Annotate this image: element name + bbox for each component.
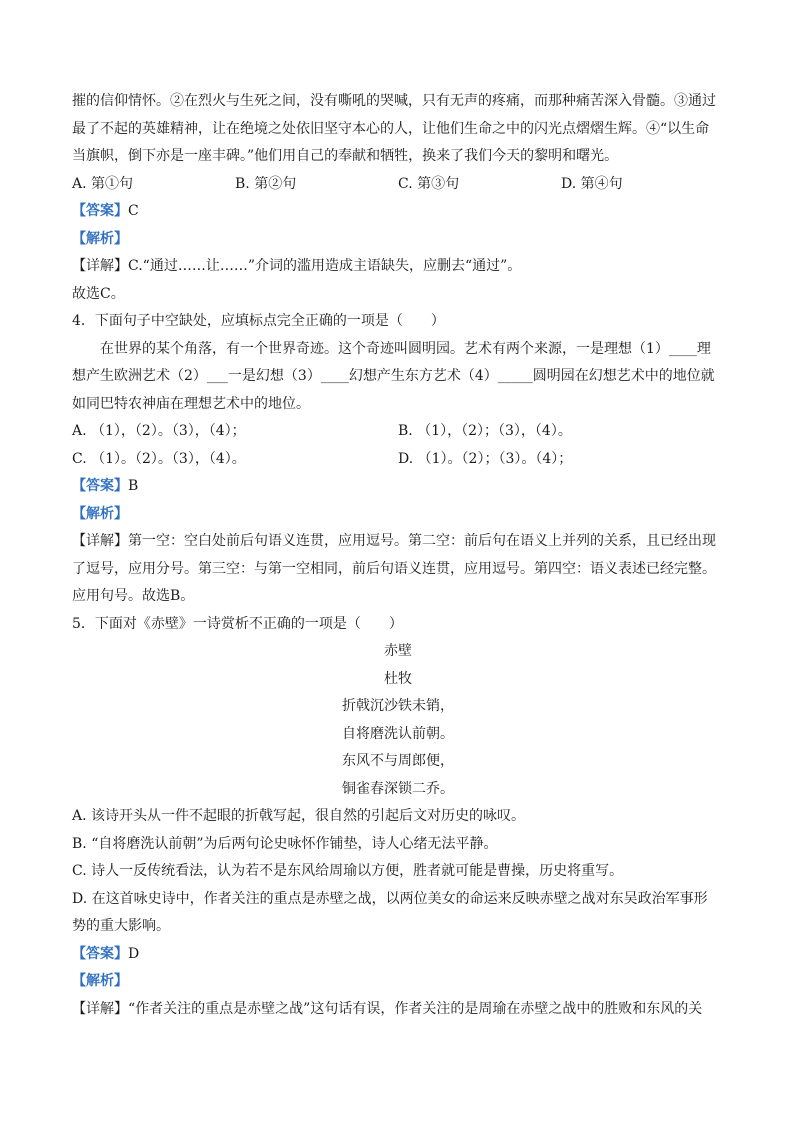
q3-answer-value: C (128, 203, 139, 219)
q3-detail (72, 253, 724, 281)
q5-option-a: A. 该诗开头从一件不起眼的折戟写起，很自然的引起后文对历史的咏叹。 (72, 808, 526, 824)
poem-author: 杜牧 (384, 670, 412, 687)
q4-detail-line-3: 应用句号。故选B。 (72, 588, 195, 604)
detail-tag: 【详解】 (72, 258, 128, 274)
q5-option-d-cont: 势的重大影响。 (72, 918, 170, 934)
q3-passage-line-3: 当旗帜，倒下亦是一座丰碑。”他们用自己的奉献和牺牲，换来了我们今天的黎明和曙光。 (72, 148, 619, 164)
q4-option-c: C. （1）。（2）。（3），（4）。 (72, 450, 246, 467)
q4-option-b: B. （1），（2）；（3），（4）。 (398, 423, 572, 439)
q4-options-row-1 (72, 418, 724, 446)
detail-tag: 【详解】 (72, 1000, 128, 1017)
answer-tag: 【答案】 (72, 945, 128, 962)
poem-line-1: 折戟沉沙铁未销， (342, 698, 454, 714)
detail-tag: 【详解】 (72, 533, 128, 549)
q5-option-c: C. 诗人一反传统看法，认为若不是东风给周瑜以方便，胜者就可能是曹操，历史将重写。 (72, 863, 624, 879)
analysis-tag: 【解析】 (72, 505, 128, 522)
q3-analysis (72, 226, 724, 254)
q4-detail-line-2: 了逗号，应用分号。第三空：与第一空相同，前后句语义连贯，应用逗号。第四空：语义表述已经完整。 (72, 560, 716, 577)
q3-conclusion: 故选C。 (72, 285, 125, 302)
q5-detail (72, 996, 724, 1024)
q4-answer (72, 473, 724, 501)
q3-passage-line-1: 摧的信仰情怀。②在烈火与生死之间，没有嘶吼的哭喊，只有无声的疼痛，而那种痛苦深入骨髓。③通过 (72, 93, 716, 109)
q3-passage-line-2: 最了不起的英雄精神，让在绝境之处依旧坚守本心的人，让他们生命之中的闪光点熠熠生辉。④“以生命 (72, 120, 710, 137)
answer-tag: 【答案】 (72, 478, 128, 494)
poem-title-line (72, 638, 724, 666)
q5-answer-value: D (128, 945, 140, 962)
q3-option-b: B. 第②句 (235, 175, 297, 192)
q5-analysis (72, 968, 724, 996)
q3-option-c: C. 第③句 (398, 175, 460, 192)
q3-options (72, 171, 724, 199)
q4-passage-line-2: 想产生欧洲艺术（2）___一是幻想（3）____幻想产生东方艺术（4）_____圆明园在幻想艺术中的地位就 (72, 368, 715, 384)
q5-detail-text: “作者关注的重点是赤壁之战”这句话有误，作者关注的是周瑜在赤壁之战中的胜败和东风的关 (128, 1000, 703, 1017)
poem-line-3: 东风不与周郎便， (342, 753, 454, 769)
q4-stem: 4．下面句子中空缺处，应填标点完全正确的一项是（ ） (72, 313, 445, 329)
poem-line-2: 自将磨洗认前朝。 (342, 725, 454, 742)
analysis-tag: 【解析】 (72, 230, 128, 247)
q4-passage-line-1: 在世界的某个角落，有一个世界奇迹。这个奇迹叫圆明园。艺术有两个来源，一是理想（1）____理 (100, 340, 711, 357)
document-page (72, 88, 724, 1023)
q5-answer (72, 941, 724, 969)
q4-analysis (72, 501, 724, 529)
poem-line-4: 铜雀春深锁二乔。 (342, 780, 454, 797)
q5-option-b: B. “自将磨洗认前朝”为后两句论史咏怀作铺垫，诗人心绪无法平静。 (72, 835, 498, 852)
q4-answer-value: B (128, 478, 139, 494)
q5-stem: 5．下面对《赤壁》一诗赏析不正确的一项是（ ） (72, 615, 403, 632)
q3-answer (72, 198, 724, 226)
q3-option-a: A. 第①句 (72, 175, 134, 192)
poem-author-line (72, 666, 724, 694)
q4-detail-line-1 (72, 528, 724, 556)
q4-options-row-2 (72, 446, 724, 474)
analysis-tag: 【解析】 (72, 973, 128, 989)
poem-title: 赤壁 (384, 643, 412, 659)
q3-detail-text: C.“通过……让……”介词的滥用造成主语缺失，应删去“通过”。 (128, 258, 522, 274)
q4-passage-line-3: 如同巴特农神庙在理想艺术中的地位。 (72, 395, 310, 412)
q4-option-a: A. （1），（2）。（3），（4）； (72, 423, 246, 439)
q3-option-d: D. 第④句 (561, 175, 623, 192)
q4-detail-text-1: 第一空：空白处前后句语义连贯，应用逗号。第二空：前后句在语义上并列的关系，且已经出现 (128, 533, 716, 549)
q5-option-d: D. 在这首咏史诗中，作者关注的重点是赤壁之战，以两位美女的命运来反映赤壁之战对东吴政治军事形 (72, 890, 708, 907)
q4-option-d: D. （1）。（2）；（3）。（4）； (398, 450, 573, 467)
answer-tag: 【答案】 (72, 203, 128, 219)
